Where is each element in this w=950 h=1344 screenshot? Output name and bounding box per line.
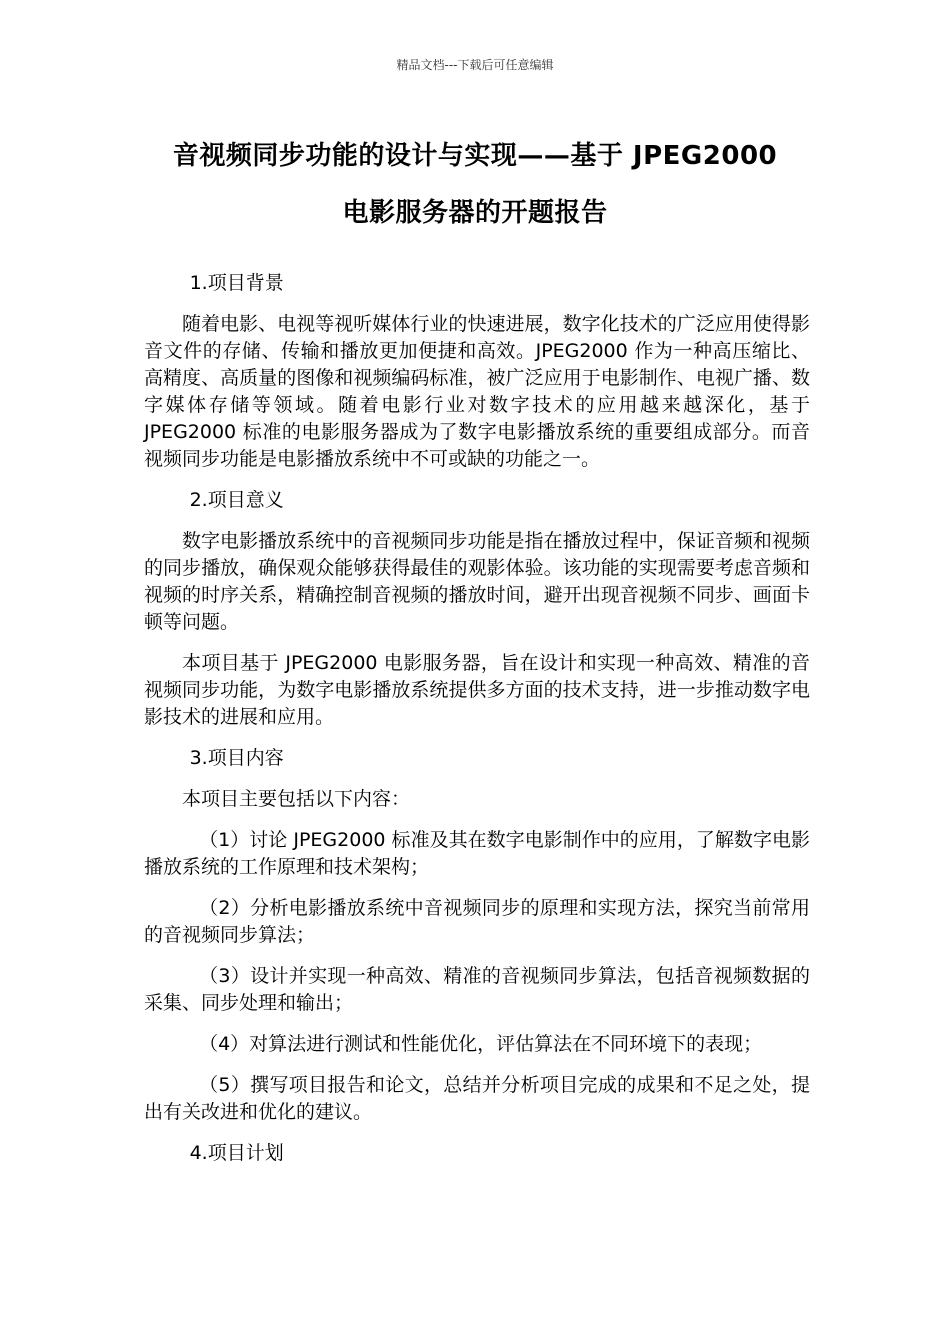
- list-item: （4）对算法进行测试和性能优化，评估算法在不同环境下的表现；: [199, 1033, 763, 1055]
- section-heading-significance: 2.项目意义: [189, 489, 284, 511]
- paragraph-content-intro: 本项目主要包括以下内容：: [182, 788, 411, 810]
- paragraph-significance-2: 本项目基于 JPEG2000 电影服务器，旨在设计和实现一种高效、精准的音视频同步功能，为数字电影播放系统提供多方面的技术支持，进一步推动数字电影技术的进展和应用。: [144, 652, 810, 728]
- page-title-line-2: 电影服务器的开题报告: [342, 198, 608, 228]
- page-title-line-1: 音视频同步功能的设计与实现——基于 JPEG2000: [172, 141, 778, 171]
- section-heading-plan: 4.项目计划: [189, 1142, 284, 1164]
- list-item: （5）撰写项目报告和论文，总结并分析项目完成的成果和不足之处，提出有关改进和优化的建议。: [144, 1074, 810, 1123]
- list-item: （3）设计并实现一种高效、精准的音视频同步算法，包括音视频数据的采集、同步处理和输出；: [144, 965, 810, 1014]
- header-note: 精品文档---下载后可任意编辑: [396, 58, 554, 72]
- section-heading-content: 3.项目内容: [189, 747, 284, 769]
- list-item: （2）分析电影播放系统中音视频同步的原理和实现方法，探究当前常用的音视频同步算法；: [144, 897, 810, 946]
- paragraph-significance-1: 数字电影播放系统中的音视频同步功能是指在播放过程中，保证音频和视频的同步播放，确保观众能够获得最佳的观影体验。该功能的实现需要考虑音频和视频的时序关系，精确控制音视频的播放时间，避开出现音视频不同步、画面卡顿等问题。: [144, 530, 810, 633]
- document-body: [144, 270, 810, 1181]
- list-item: （1）讨论 JPEG2000 标准及其在数字电影制作中的应用，了解数字电影播放系统的工作原理和技术架构；: [144, 829, 810, 878]
- paragraph-background: 随着电影、电视等视听媒体行业的快速进展，数字化技术的广泛应用使得影音文件的存储、传输和播放更加便捷和高效。JPEG2000 作为一种高压缩比、高精度、高质量的图像和视频编码标准，被广泛应用于电影制作、电视广播、数字媒体存储等领域。随着电影行业对数字技术的应用越来越深化，基于 JPEG2000 标准的电影服务器成为了数字电影播放系统的重要组成部分。而音视频同步功能是电影播放系统中不可或缺的功能之一。: [144, 313, 810, 470]
- section-heading-background: 1.项目背景: [189, 272, 284, 294]
